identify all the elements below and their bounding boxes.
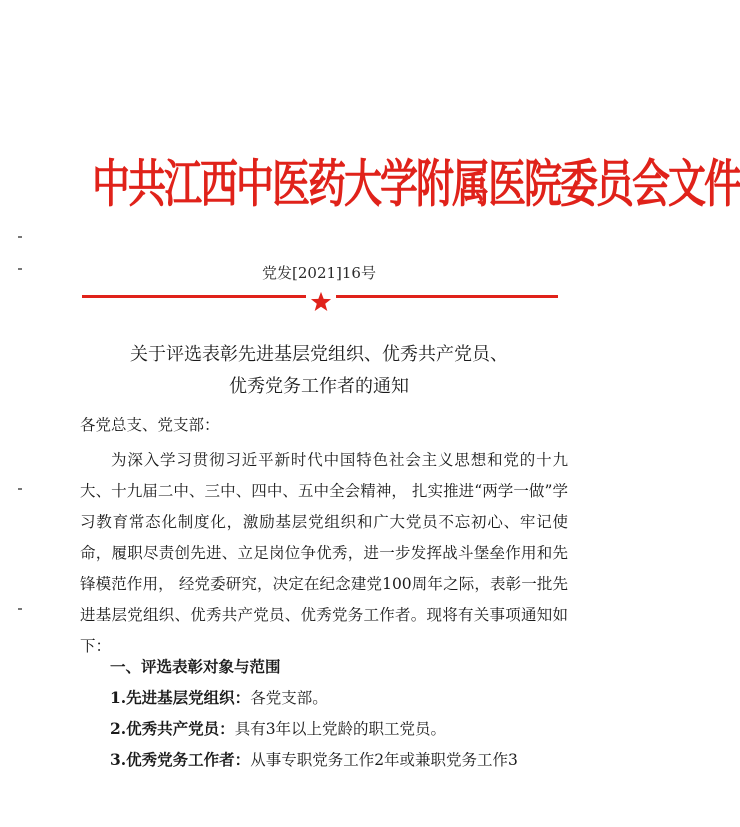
list-item xyxy=(110,748,518,770)
document-number: 党发[2021]16号 xyxy=(262,264,376,282)
salutation: 各党总支、党支部： xyxy=(80,416,220,434)
scan-speck xyxy=(18,268,22,270)
item-text: 从事专职党务工作2年或兼职党务工作3 xyxy=(250,751,518,769)
red-rule-right xyxy=(336,295,558,298)
notice-title-line-1: 关于评选表彰先进基层党组织、优秀共产党员、 xyxy=(130,344,508,365)
scan-speck xyxy=(18,608,22,610)
masthead-title: 中共江西中医药大学附属医院委员会文件 xyxy=(92,154,740,214)
item-text: 各党支部。 xyxy=(250,689,328,707)
scan-speck xyxy=(18,236,22,238)
notice-title-line-2: 优秀党务工作者的通知 xyxy=(229,376,409,397)
list-item xyxy=(110,717,446,739)
item-label: 3.优秀党务工作者： xyxy=(110,750,251,769)
list-item xyxy=(110,686,328,708)
item-label: 2.优秀共产党员： xyxy=(110,719,235,738)
item-label: 1.先进基层党组织： xyxy=(110,688,251,707)
red-star-icon xyxy=(310,291,332,313)
section-heading: 一、评选表彰对象与范围 xyxy=(110,657,281,676)
red-rule-left xyxy=(82,295,306,298)
body-paragraph: 为深入学习贯彻习近平新时代中国特色社会主义思想和党的十九大、十九届二中、三中、四中、五中全会精神， 扎实推进“两学一做”学习教育常态化制度化，激励基层党组织和广大党员不忘初心、牢记使命，履职尽责创先进、立足岗位争优秀，进一步发挥战斗堡垒作用和先锋模范作用， 经党委研究，决定在纪念建党100周年之际，表彰一批先进基层党组织、优秀共产党员、优秀党务工作者。现将有关事项通知如下： xyxy=(80,451,568,655)
scan-speck xyxy=(18,488,22,490)
item-text: 具有3年以上党龄的职工党员。 xyxy=(234,720,447,738)
